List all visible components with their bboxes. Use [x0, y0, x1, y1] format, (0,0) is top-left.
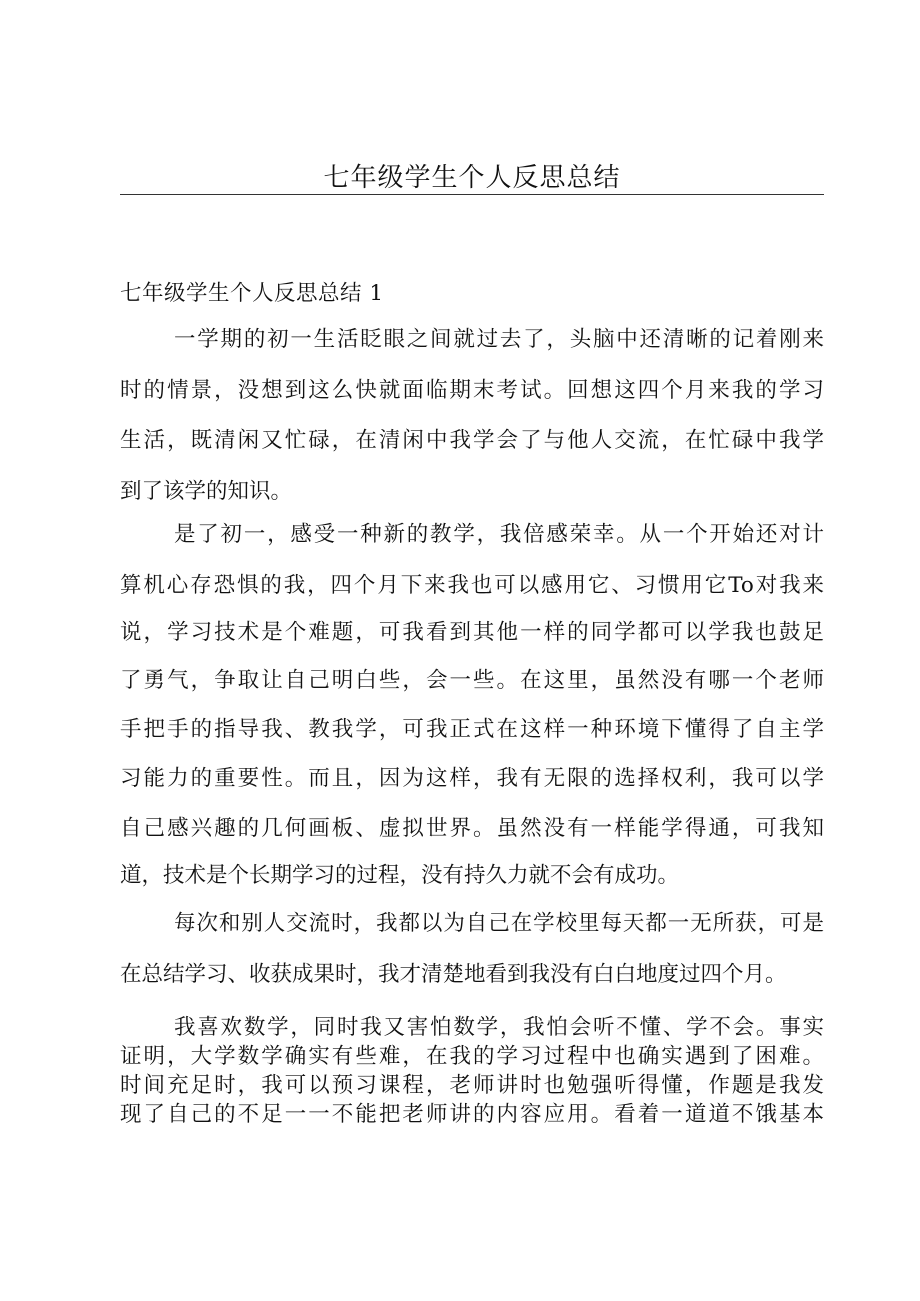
paragraph-4-line: 证明，大学数学确实有些难，在我的学习过程中也确实遇到了困难。 — [120, 1044, 824, 1069]
section-heading: 七年级学生个人反思总结 1 — [120, 281, 384, 306]
title-underline — [120, 194, 824, 195]
paragraph-1-line: 一学期的初一生活眨眼之间就过去了，头脑中还清晰的记着刚来 — [174, 327, 824, 352]
paragraph-2-line: 手把手的指导我、教我学，可我正式在这样一种环境下懂得了自主学 — [120, 717, 824, 742]
paragraph-2-line: 道，技术是个长期学习的过程，没有持久力就不会有成功。 — [120, 863, 680, 888]
paragraph-2-line: 算机心存恐惧的我，四个月下来我也可以感用它、习惯用它To对我来 — [120, 573, 824, 598]
paragraph-4-line: 时间充足时，我可以预习课程，老师讲时也勉强听得懂，作题是我发 — [120, 1073, 824, 1098]
paragraph-1-line: 到了该学的知识。 — [120, 479, 293, 504]
paragraph-2-line: 是了初一，感受一种新的教学，我倍感荣幸。从一个开始还对计 — [174, 522, 824, 547]
paragraph-2-line: 了勇气，争取让自己明白些，会一些。在这里，虽然没有哪一个老师 — [120, 668, 824, 693]
paragraph-3-line: 在总结学习、收获成果时，我才清楚地看到我没有白白地度过四个月。 — [120, 962, 787, 987]
paragraph-1-line: 生活，既清闲又忙碌，在清闲中我学会了与他人交流，在忙碌中我学 — [120, 428, 824, 453]
paragraph-4-line: 我喜欢数学，同时我又害怕数学，我怕会听不懂、学不会。事实 — [174, 1015, 824, 1040]
paragraph-2-line: 自己感兴趣的几何画板、虚拟世界。虽然没有一样能学得通，可我知 — [120, 816, 824, 841]
paragraph-1-line: 时的情景，没想到这么快就面临期末考试。回想这四个月来我的学习 — [120, 378, 824, 403]
paragraph-4-line: 现了自己的不足一一不能把老师讲的内容应用。看着一道道不饿基本 — [120, 1102, 824, 1127]
paragraph-2-line: 习能力的重要性。而且，因为这样，我有无限的选择权利，我可以学 — [120, 766, 824, 791]
paragraph-2-line: 说，学习技术是个难题，可我看到其他一样的同学都可以学我也鼓足 — [120, 620, 824, 645]
paragraph-3-line: 每次和别人交流时，我都以为自己在学校里每天都一无所获，可是 — [174, 911, 824, 936]
document-title: 七年级学生个人反思总结 — [323, 163, 621, 193]
